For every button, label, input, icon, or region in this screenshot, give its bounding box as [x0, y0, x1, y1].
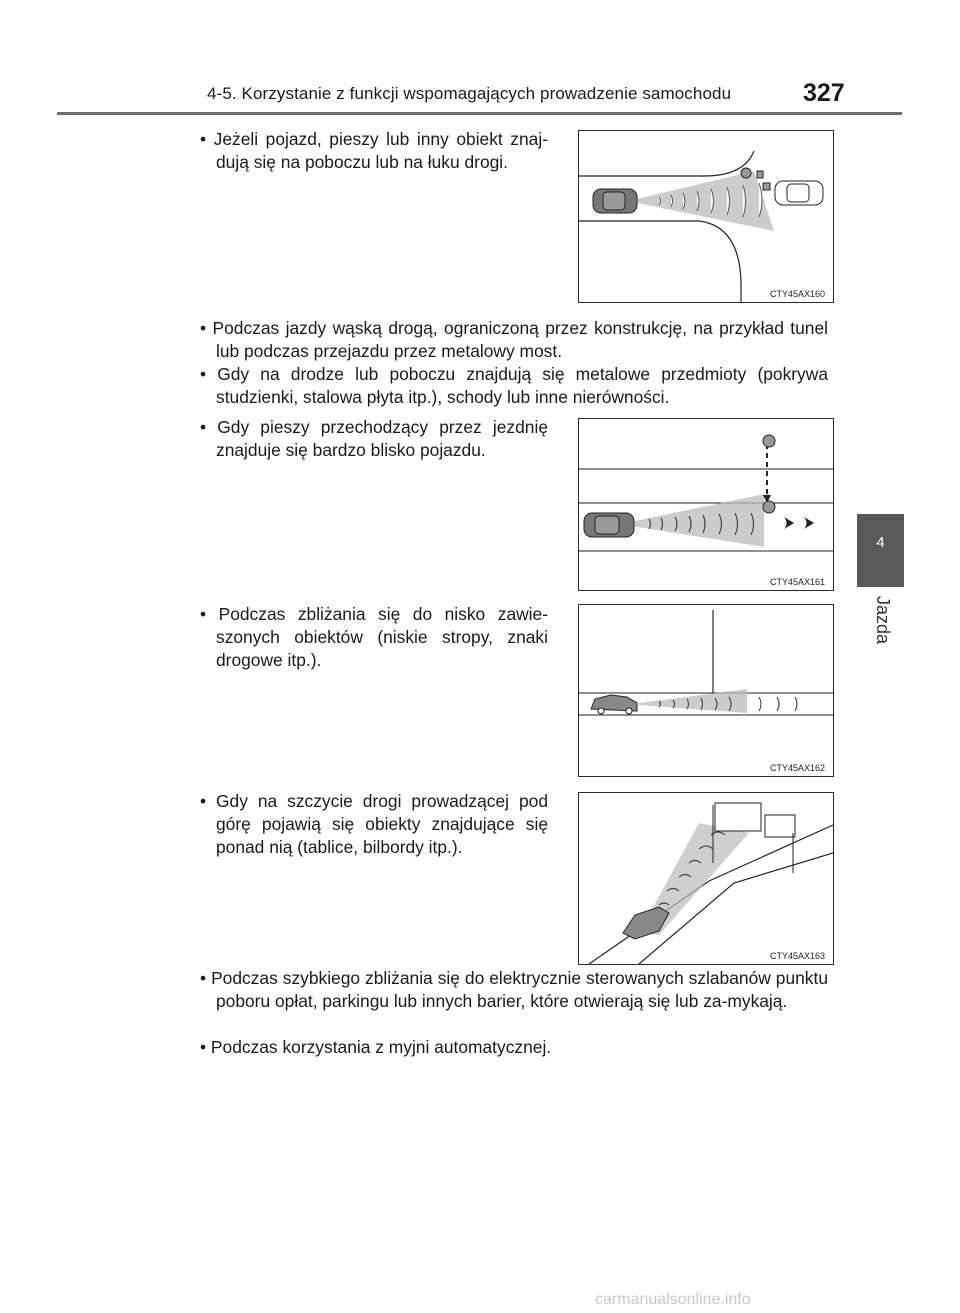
figure-roadside-curve: [578, 130, 834, 303]
chapter-tab: [857, 514, 904, 587]
bullet-roadside-curve: • Jeżeli pojazd, pieszy lub inny obiekt znaj-dują się na poboczu lub na łuku drogi.: [200, 129, 548, 172]
header-divider: [57, 112, 902, 115]
illustration-hill-top: [579, 793, 833, 964]
bullet-narrow-road: • Podczas jazdy wąską drogą, ograniczoną przez konstrukcję, na przykład tunel lub podczas przejazdu przez metalowy most.: [200, 318, 828, 361]
page-number: 327: [803, 79, 845, 107]
watermark: carmanualsonline.info: [595, 1291, 751, 1308]
figure-code: CTY45AX162: [769, 763, 825, 773]
header-title: 4-5. Korzystanie z funkcji wspomagających prowadzenie samochodu: [207, 84, 732, 103]
figure-hill-top: [578, 792, 834, 965]
illustration-curve: [579, 131, 833, 302]
chapter-label: Jazda: [873, 596, 893, 645]
figure-code: CTY45AX160: [769, 289, 825, 299]
illustration-low-object: [579, 605, 833, 776]
bullet-low-objects: • Podczas zbliżania się do nisko zawie-szonych obiektów (niskie stropy, znaki drogowe itp.).: [200, 604, 548, 670]
figure-code: CTY45AX163: [769, 951, 825, 961]
illustration-pedestrian: [579, 419, 833, 590]
figure-pedestrian: [578, 418, 834, 591]
bullet-car-wash: • Podczas korzystania z myjni automatycznej.: [200, 1037, 552, 1057]
bullet-metal-objects: • Gdy na drodze lub poboczu znajdują się metalowe przedmioty (pokrywa studzienki, stalowa płyta itp.), schody lub inne nierówności.: [200, 364, 828, 407]
bullet-pedestrian-close: • Gdy pieszy przechodzący przez jezdnię znajduje się bardzo blisko pojazdu.: [200, 417, 548, 460]
figure-code: CTY45AX161: [769, 577, 825, 587]
bullet-hill-top: • Gdy na szczycie drogi prowadzącej pod górę pojawią się obiekty znajdujące się ponad nią (tablice, bilbordy itp.).: [200, 791, 548, 857]
figure-low-object: [578, 604, 834, 777]
bullet-barriers: • Podczas szybkiego zbliżania się do elektrycznie sterowanych szlabanów punktu poboru opłat, parkingu lub innych barier, które otwierają się lub za-mykają.: [200, 968, 828, 1011]
chapter-number: 4: [876, 534, 885, 551]
